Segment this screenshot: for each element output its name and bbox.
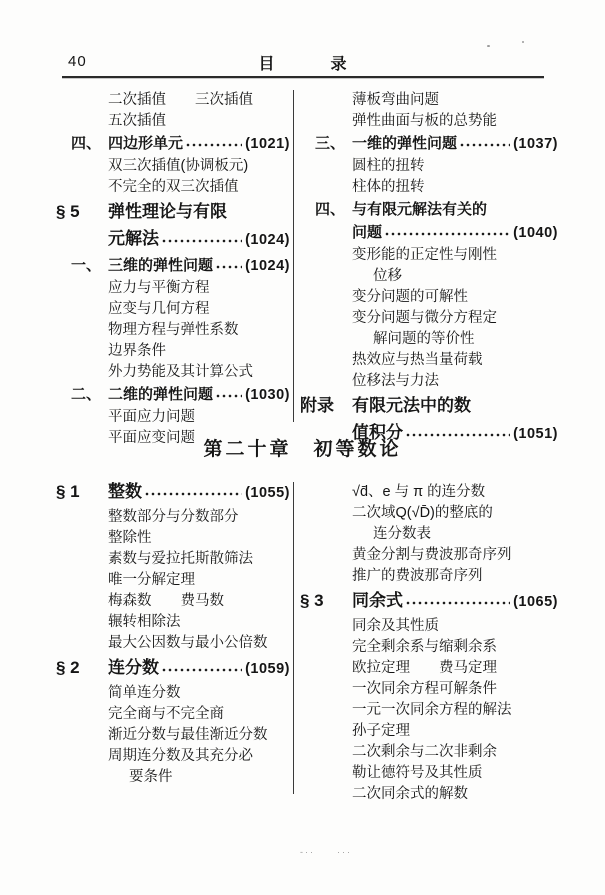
toc-entry <box>296 566 558 587</box>
entry-number-label: § 2 <box>56 658 80 677</box>
toc-column-top-left <box>52 90 290 449</box>
toc-entry <box>52 746 290 767</box>
entry-title: 二次域Q(√D̄)的整底的 <box>352 505 493 521</box>
entry-title: 要条件 <box>129 769 173 785</box>
chapter-heading: 第二十章 初等数论 <box>203 439 402 460</box>
toc-entry <box>296 266 558 287</box>
entry-title: 一次同余方程可解条件 <box>352 681 497 697</box>
entry-number-label: 附录 <box>300 396 334 415</box>
toc-entry <box>296 658 558 679</box>
toc-entry <box>296 132 558 156</box>
toc-entry <box>52 549 290 570</box>
toc-entry <box>296 371 558 392</box>
toc-entry <box>52 320 290 341</box>
entry-title: 唯一分解定理 <box>108 572 195 588</box>
toc-entry <box>296 742 558 763</box>
toc-entry <box>52 90 290 111</box>
entry-title: 渐近分数与最佳渐近分数 <box>108 727 268 743</box>
toc-entry <box>296 111 558 132</box>
entry-title: 孙子定理 <box>352 723 410 739</box>
toc-entry <box>296 329 558 350</box>
entry-title: 物理方程与弹性系数 <box>108 322 239 338</box>
entry-title: 平面应变问题 <box>108 430 195 446</box>
entry-title: 二次插值 三次插值 <box>108 92 253 108</box>
toc-entry <box>296 350 558 371</box>
entry-page-number: (1051) <box>513 426 558 442</box>
entry-title: 边界条件 <box>108 343 166 359</box>
toc-entry <box>296 245 558 266</box>
toc-entry <box>52 383 290 407</box>
entry-title: 位移 <box>373 268 402 284</box>
toc-entry <box>296 763 558 784</box>
entry-title: 一元一次同余方程的解法 <box>352 702 512 718</box>
entry-number-label: § 5 <box>56 202 80 221</box>
entry-title: 连分数表 <box>373 526 431 542</box>
entry-title: 一维的弹性问题 <box>352 135 458 152</box>
entry-title: 二维的弹性问题 <box>108 386 214 403</box>
dot-leader <box>215 383 242 407</box>
toc-entry <box>52 591 290 612</box>
entry-title: 简单连分数 <box>108 685 181 701</box>
scan-artifact-speck <box>487 45 490 47</box>
toc-entry <box>52 654 290 683</box>
toc-entry <box>296 392 558 419</box>
entry-title: 弹性理论与有限 <box>108 202 227 221</box>
toc-entry <box>296 503 558 524</box>
entry-page-number: (1024) <box>245 258 290 274</box>
toc-entry <box>52 528 290 549</box>
entry-number-label: 一、 <box>71 257 102 274</box>
toc-entry <box>296 637 558 658</box>
entry-title: 弹性曲面与板的总势能 <box>352 113 497 129</box>
entry-page-number: (1065) <box>513 594 558 610</box>
toc-entry <box>296 616 558 637</box>
entry-title: 同余及其性质 <box>352 618 439 634</box>
toc-entry <box>296 198 558 221</box>
toc-entry <box>52 407 290 428</box>
entry-page-number: (1030) <box>245 387 290 403</box>
toc-entry <box>52 633 290 654</box>
entry-title: 完全商与不完全商 <box>108 706 224 722</box>
entry-title: 辗转相除法 <box>108 614 181 630</box>
entry-title: 梅森数 费马数 <box>108 593 224 609</box>
toc-entry <box>52 225 290 254</box>
toc-entry <box>296 482 558 503</box>
entry-page-number: (1021) <box>245 136 290 152</box>
entry-page-number: (1037) <box>513 136 558 152</box>
entry-title: 黄金分割与费波那奇序列 <box>352 547 512 563</box>
toc-entry <box>296 721 558 742</box>
entry-title: 平面应力问题 <box>108 409 195 425</box>
toc-entry <box>296 587 558 616</box>
dot-leader <box>405 587 510 616</box>
entry-title: 外力势能及其计算公式 <box>108 364 253 380</box>
entry-title: 完全剩余系与缩剩余系 <box>352 639 497 655</box>
toc-entry <box>52 299 290 320</box>
toc-entry <box>52 177 290 198</box>
entry-number-label: § 1 <box>56 482 80 501</box>
entry-page-number: (1024) <box>245 232 290 248</box>
toc-entry <box>52 507 290 528</box>
column-divider-top <box>293 90 294 422</box>
toc-entry <box>296 700 558 721</box>
dot-leader <box>215 254 242 278</box>
entry-title: 周期连分数及其充分必 <box>108 748 253 764</box>
toc-entry <box>52 683 290 704</box>
toc-column-bottom-left <box>52 478 290 788</box>
entry-title: 问题 <box>352 224 383 241</box>
toc-entry <box>296 679 558 700</box>
toc-entry <box>52 767 290 788</box>
scan-artifact-speck <box>522 41 524 43</box>
entry-title: 变分问题的可解性 <box>352 289 468 305</box>
entry-title: 变分问题与微分方程定 <box>352 310 497 326</box>
entry-title: 勒让德符号及其性质 <box>352 765 483 781</box>
toc-entry <box>296 287 558 308</box>
entry-page-number: (1055) <box>245 485 290 501</box>
entry-number-label: 四、 <box>71 135 102 152</box>
entry-title: 连分数 <box>108 658 159 677</box>
toc-entry <box>296 784 558 805</box>
entry-title: 整除性 <box>108 530 152 546</box>
entry-title: 五次插值 <box>108 113 166 129</box>
entry-title: 解问题的等价性 <box>373 331 475 347</box>
entry-title: 四边形单元 <box>108 135 184 152</box>
toc-entry <box>296 221 558 245</box>
entry-title: 整数 <box>108 482 142 501</box>
toc-entry <box>296 90 558 111</box>
toc-entry <box>296 524 558 545</box>
entry-title: 应力与平衡方程 <box>108 280 210 296</box>
column-divider-bottom <box>293 482 294 794</box>
entry-title: 双三次插值(协调板元) <box>108 158 249 174</box>
entry-title: 圆柱的扭转 <box>352 158 425 174</box>
dot-leader <box>185 132 242 156</box>
dot-leader <box>384 221 510 245</box>
toc-entry <box>52 111 290 132</box>
entry-title: 三维的弹性问题 <box>108 257 214 274</box>
toc-entry <box>52 254 290 278</box>
toc-entry <box>52 478 290 507</box>
toc-entry <box>52 570 290 591</box>
entry-title: 整数部分与分数部分 <box>108 509 239 525</box>
entry-title: 变形能的正定性与刚性 <box>352 247 497 263</box>
entry-title: 素数与爱拉托斯散筛法 <box>108 551 253 567</box>
entry-title: 最大公因数与最小公倍数 <box>108 635 268 651</box>
entry-title: 推广的费波那奇序列 <box>352 568 483 584</box>
header-rule <box>62 76 544 78</box>
entry-number-label: § 3 <box>300 591 324 610</box>
toc-column-top-right <box>296 90 558 448</box>
entry-title: 应变与几何方程 <box>108 301 210 317</box>
toc-entry <box>52 725 290 746</box>
toc-entry <box>52 132 290 156</box>
entry-title: 不完全的双三次插值 <box>108 179 239 195</box>
toc-entry <box>52 362 290 383</box>
dot-leader <box>161 654 242 683</box>
scan-artifact-footer-marks: -·· ··· <box>300 847 352 857</box>
toc-entry <box>52 156 290 177</box>
toc-entry <box>52 278 290 299</box>
entry-title: 同余式 <box>352 591 403 610</box>
entry-page-number: (1059) <box>245 661 290 677</box>
entry-title: 欧拉定理 费马定理 <box>352 660 497 676</box>
dot-leader <box>459 132 510 156</box>
entry-title: 值积分 <box>352 423 403 442</box>
toc-entry <box>52 198 290 225</box>
toc-entry <box>52 704 290 725</box>
entry-title: 二次剩余与二次非剩余 <box>352 744 497 760</box>
dot-leader <box>144 478 242 507</box>
entry-title: 柱体的扭转 <box>352 179 425 195</box>
entry-number-label: 二、 <box>71 386 102 403</box>
dot-leader <box>161 225 242 254</box>
entry-number-label: 四、 <box>315 201 346 218</box>
toc-column-bottom-right <box>296 482 558 805</box>
running-header-title: 目 录 <box>258 56 367 73</box>
entry-title: 元解法 <box>108 229 159 248</box>
entry-title: 热效应与热当量荷载 <box>352 352 483 368</box>
entry-title: 有限元法中的数 <box>352 396 471 415</box>
entry-title: √d̄、e 与 π 的连分数 <box>352 484 486 500</box>
toc-entry <box>52 612 290 633</box>
entry-page-number: (1040) <box>513 225 558 241</box>
toc-entry <box>296 177 558 198</box>
entry-number-label: 三、 <box>315 135 346 152</box>
toc-entry <box>296 308 558 329</box>
page-number: 40 <box>68 53 87 70</box>
toc-entry <box>296 545 558 566</box>
toc-entry <box>52 341 290 362</box>
entry-title: 位移法与力法 <box>352 373 439 389</box>
entry-title: 二次同余式的解数 <box>352 786 468 802</box>
entry-title: 与有限元解法有关的 <box>352 201 488 218</box>
entry-title: 薄板弯曲问题 <box>352 92 439 108</box>
toc-entry <box>296 156 558 177</box>
